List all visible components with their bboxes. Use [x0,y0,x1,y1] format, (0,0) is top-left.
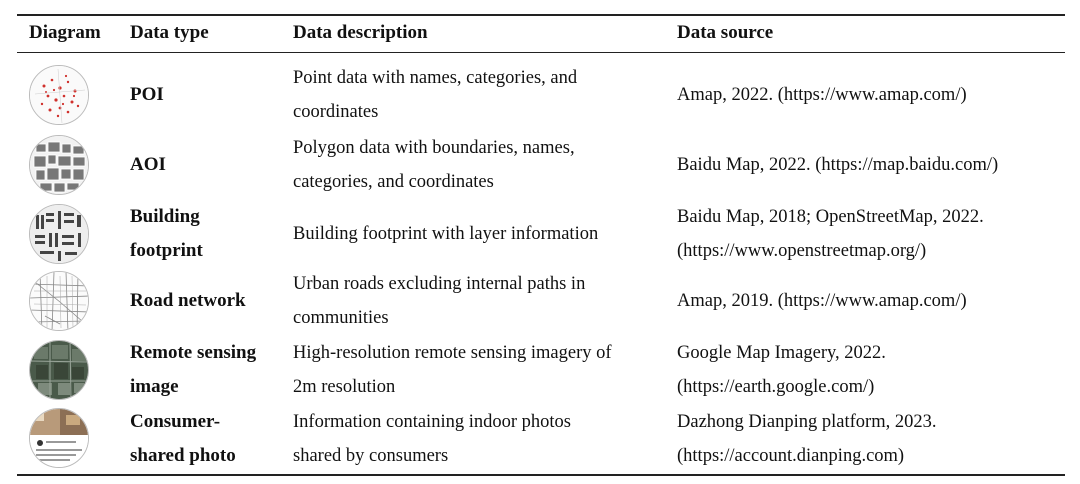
source-cell: Dazhong Dianping platform, 2023. (https://account.dianping.com) [677,412,937,466]
description-cell: High-resolution remote sensing imagery of 2m resolution [293,343,612,397]
source-cell: Amap, 2019. (https://www.amap.com/) [677,291,967,311]
road-network-thumbnail-icon [29,271,89,331]
data-type-cell: Road network [130,290,246,311]
table-bottom-rule [17,474,1065,476]
consumer-photo-thumbnail-icon [29,408,89,468]
header-data-description: Data description [293,22,428,43]
data-type-cell: POI [130,84,164,105]
header-data-type: Data type [130,22,209,43]
header-diagram: Diagram [29,22,101,43]
header-data-source: Data source [677,22,774,43]
source-cell: Baidu Map, 2022. (https://map.baidu.com/) [677,155,999,175]
description-cell: Information containing indoor photos shared by consumers [293,412,571,466]
description-cell: Point data with names, categories, and coordinates [293,68,578,122]
data-type-cell: Consumer- shared photo [130,411,236,466]
data-type-cell: Building footprint [130,206,203,261]
table-top-rule [17,14,1065,16]
building-footprint-thumbnail-icon [29,204,89,264]
description-cell: Urban roads excluding internal paths in communities [293,274,586,328]
source-cell: Baidu Map, 2018; OpenStreetMap, 2022. (https://www.openstreetmap.org/) [677,207,984,261]
remote-sensing-thumbnail-icon [29,340,89,400]
source-cell: Google Map Imagery, 2022. (https://earth.google.com/) [677,343,886,397]
poi-map-thumbnail-icon [29,65,89,125]
source-cell: Amap, 2022. (https://www.amap.com/) [677,85,967,105]
description-cell: Polygon data with boundaries, names, categories, and coordinates [293,138,575,192]
description-cell: Building footprint with layer information [293,224,599,244]
data-type-cell: Remote sensing image [130,342,257,397]
data-type-cell: AOI [130,154,166,175]
table-header-rule [17,52,1065,53]
aoi-map-thumbnail-icon [29,135,89,195]
